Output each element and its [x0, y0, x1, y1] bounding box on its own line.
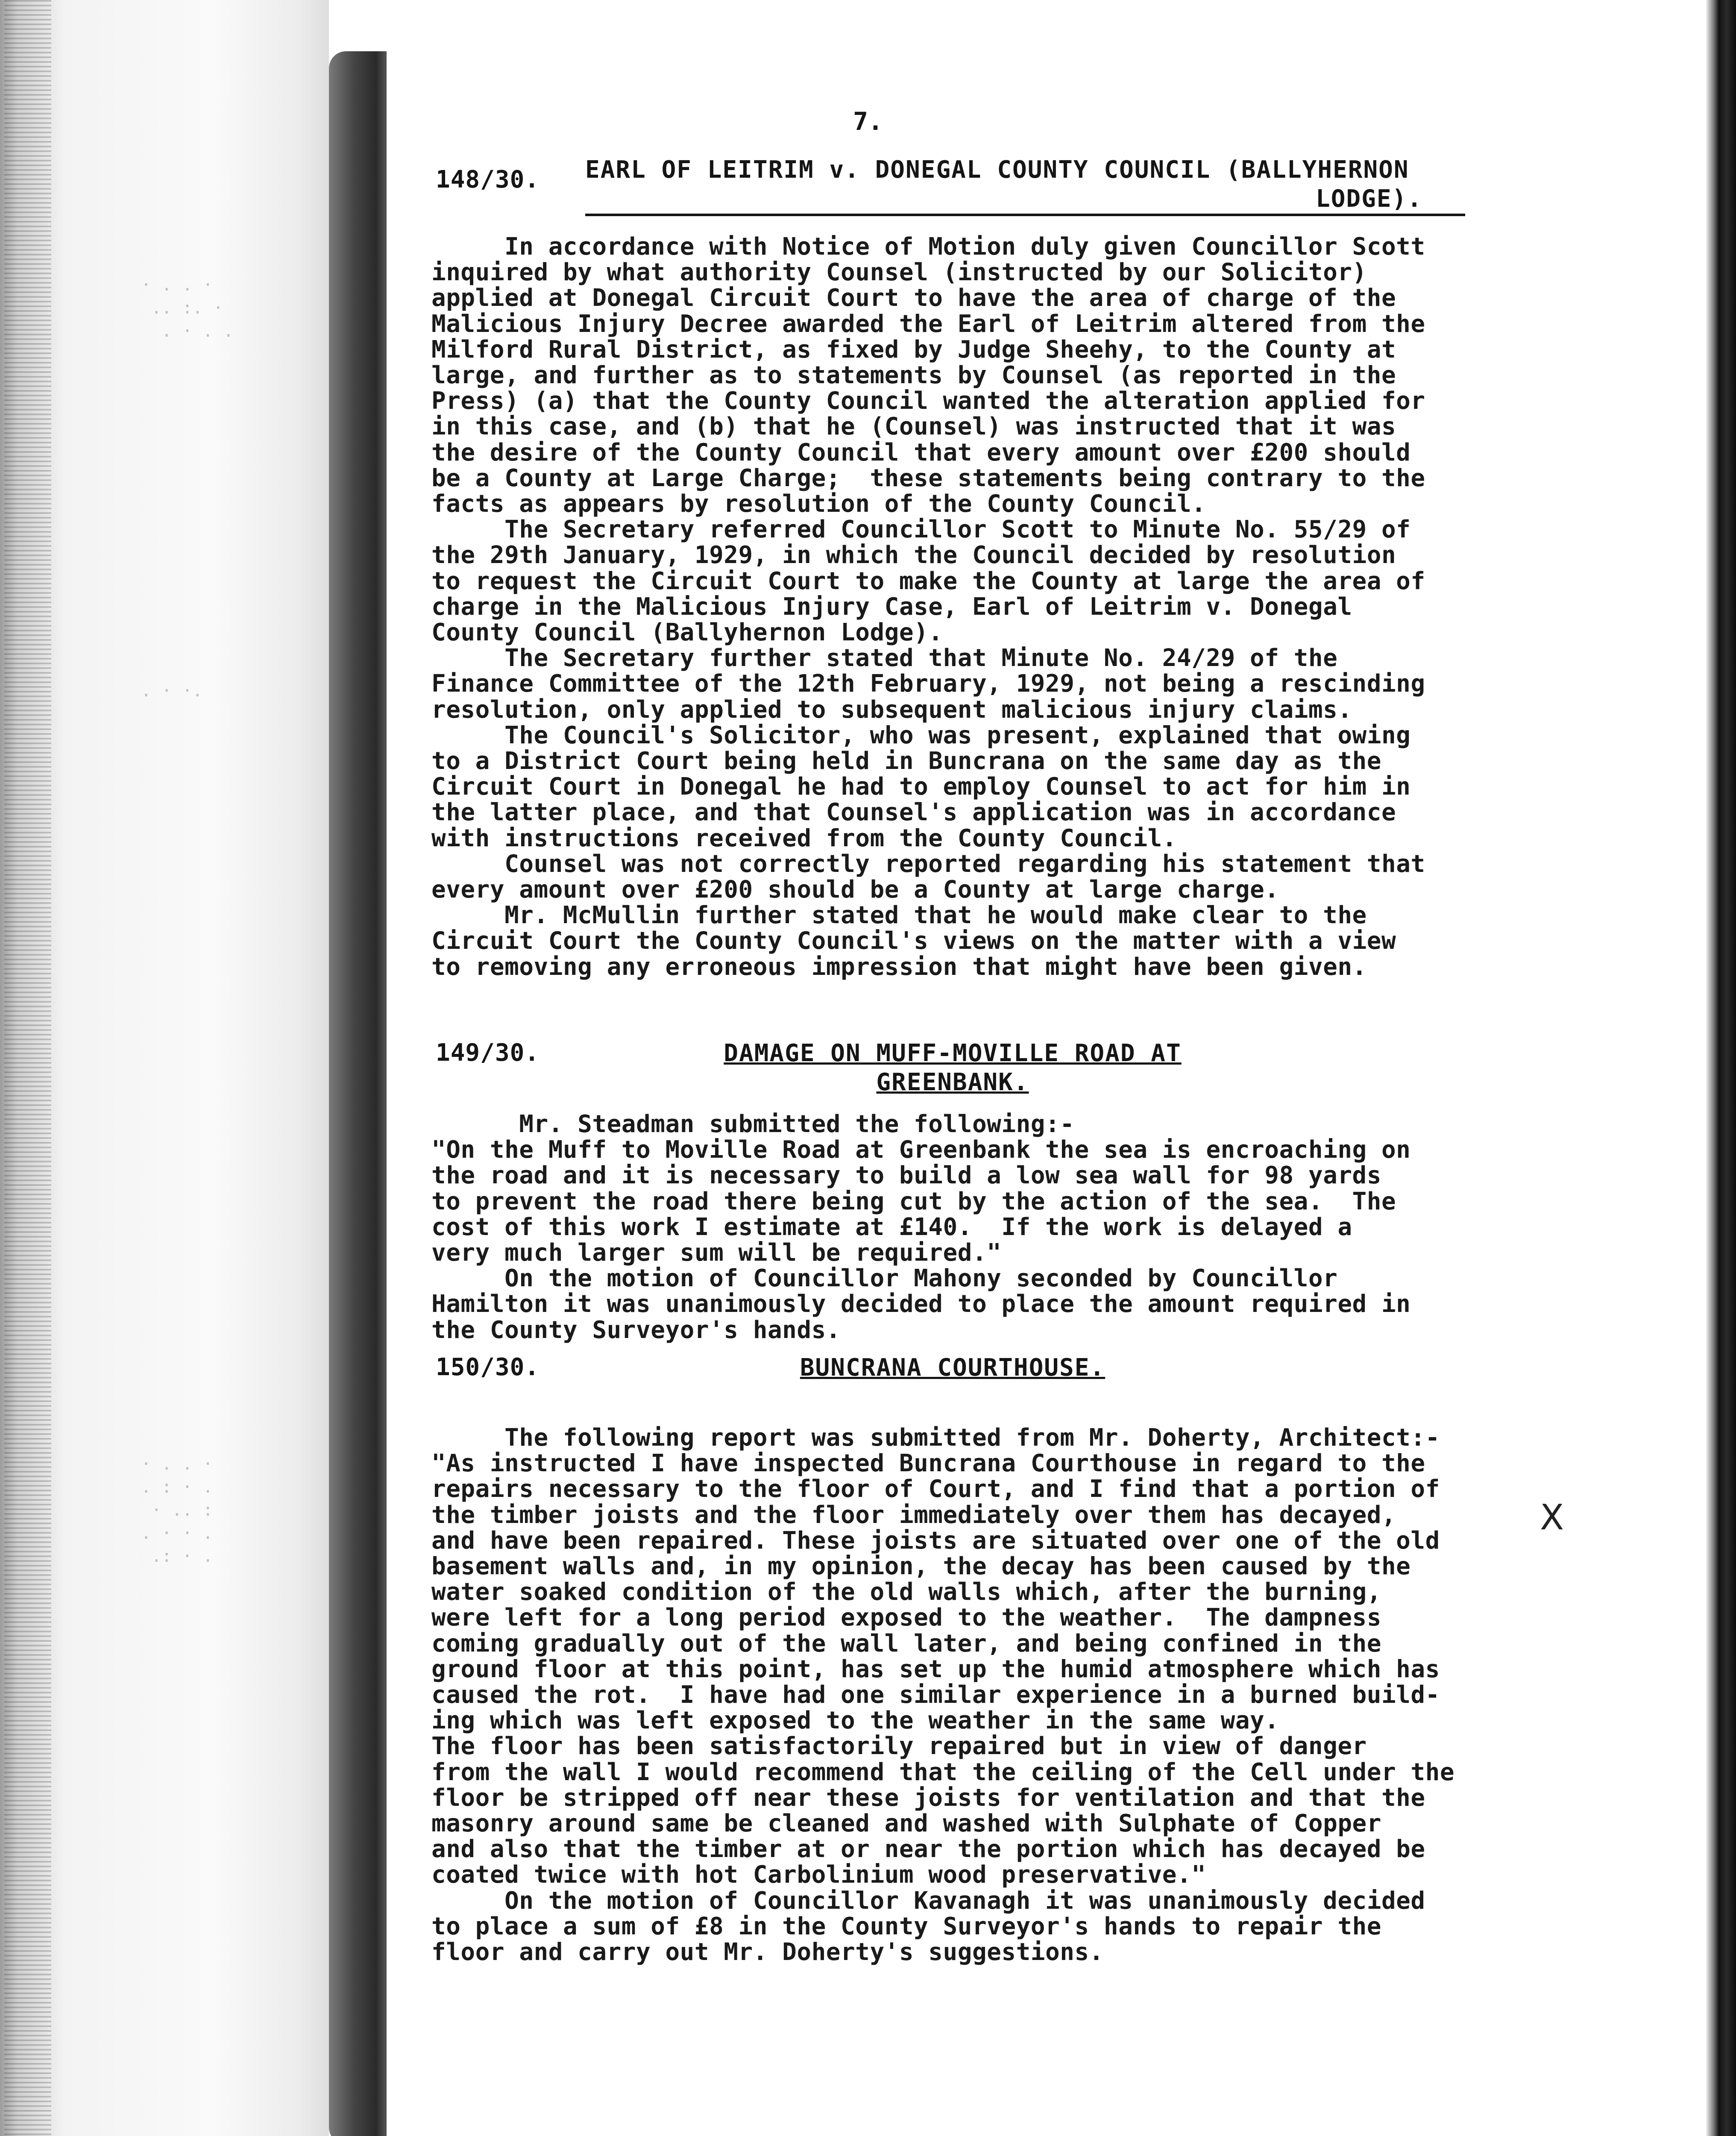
bleed-through-marks: . · ·. [141, 681, 203, 701]
minute-heading-148 [585, 156, 1478, 214]
minute-heading-149: DAMAGE ON MUFF-MOVILLE ROAD AT GREENBANK. [724, 1039, 1182, 1096]
bleed-through-marks: · . . · . : · . · .. : . · · . .: · . [141, 1454, 213, 1566]
minute-body-150: The following report was submitted from Mr. Doherty, Architect:- "As instructed I have inspected Buncrana Courthouse in regard to the repairs necessary to the floor of Court, and I find that a portion of the timber joists and the floor immediately over them has decayed, and have been repaired. These joists are situated over one of the old basement walls and, in my opinion, the decay has been caused by the water soaked condition of the old walls which, after the burning, were left for a long period exposed to the weather. The dampness coming gradually out of the wall later, and being confined in the ground floor at this point, has set up the humid atmosphere which has caused the rot. I have had one similar experience in a burned build- ing which was left exposed to the weather in the same way. The floor has been satisfactorily repaired but in view of danger from the wall I would recommend that the ceiling of the Cell under the floor be stripped off near these joists for ventilation and that the masonry around same be cleaned and washed with Sulphate of Copper and also that the timber at or near the portion which has decayed be coated twice with hot Carbolinium wood preservative." On the motion of Councillor Kavanagh it was unanimously decided to place a sum of £8 in the County Surveyor's hands to repair the floor and carry out Mr. Doherty's suggestions. [431, 1424, 1455, 1966]
margin-cross-mark: X [1540, 1497, 1564, 1538]
minute-number-148: 148/30. [436, 166, 540, 194]
heading-rule [585, 214, 1465, 216]
page-number: 7. [853, 107, 883, 136]
minute-body-149: Mr. Steadman submitted the following:- "On the Muff to Moville Road at Greenbank the sea is encroaching on the road and it is necessary to build a low sea wall for 98 yards to prevent the road there being cut by the action of the sea. The cost of this work I estimate at £140. If the work is delayed a very much larger sum will be required." On the motion of Councillor Mahony seconded by Councillor Hamilton it was unanimously decided to place the amount required in the County Surveyor's hands. [431, 1110, 1411, 1344]
minute-number-149: 149/30. [436, 1039, 540, 1067]
bleed-through-marks: · . . · .. :. · . · . . [141, 275, 234, 341]
heading-line-1: EARL OF LEITRIM v. DONEGAL COUNTY COUNCIL (BALLYHERNON [585, 156, 1409, 184]
minute-number-150: 150/30. [436, 1353, 540, 1381]
heading-line-2: LODGE). [1315, 185, 1422, 213]
book-gutter-shadow [329, 51, 387, 2136]
minute-heading-150: BUNCRANA COURTHOUSE. [800, 1354, 1106, 1382]
minute-body-148: In accordance with Notice of Motion duly given Councillor Scott inquired by what authority Counsel (instructed by our Solicitor) applied at Donegal Circuit Court to have the area of charge of the Malicious Injury Decree awarded the Earl of Leitrim altered from the Milford Rural District, as fixed by Judge Sheehy, to the County at large, and further as to statements by Counsel (as reported in the Press) (a) that the County Council wanted the alteration applied for in this case, and (b) that he (Counsel) was instructed that it was the desire of the County Council that every amount over £200 should be a County at Large Charge; these statements being contrary to the facts as appears by resolution of the County Council. The Secretary referred Councillor Scott to Minute No. 55/29 of the 29th January, 1929, in which the Council decided by resolution to request the Circuit Court to make the County at large the area of charge in the Malicious Injury Case, Earl of Leitrim v. Donegal County Council (Ballyhernon Lodge). The Secretary further stated that Minute No. 24/29 of the Finance Committee of the 12th February, 1929, not being a rescinding resolution, only applied to subsequent malicious injury claims. The Council's Solicitor, who was present, explained that owing to a District Court being held in Buncrana on the same day as the Circuit Court in Donegal he had to employ Counsel to act for him in the latter place, and that Counsel's application was in accordance with instructions received from the County Council. Counsel was not correctly reported regarding his statement that every amount over £200 should be a County at large charge. Mr. McMullin further stated that he would make clear to the Circuit Court the County Council's views on the matter with a view to removing any erroneous impression that might have been given. [431, 233, 1425, 981]
page-stack-edge [1706, 0, 1736, 2136]
